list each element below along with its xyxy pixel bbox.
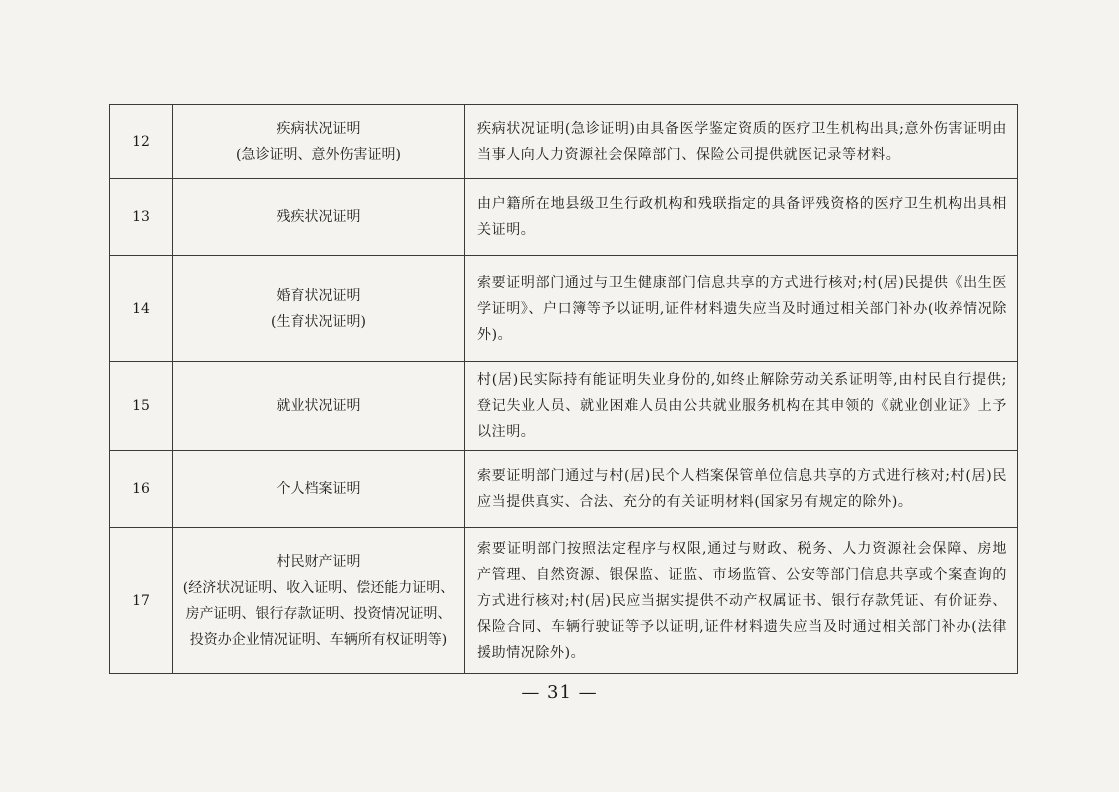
certificate-description: 由户籍所在地县级卫生行政机构和残联指定的具备评残资格的医疗卫生机构出具相关证明。: [465, 179, 1018, 256]
certificate-title: 残疾状况证明: [276, 209, 361, 225]
certificate-subtitle: (急诊证明、意外伤害证明): [236, 146, 401, 163]
certificate-name: [173, 362, 465, 451]
table-row: [110, 362, 1018, 451]
row-number: 12: [110, 105, 173, 179]
table-row: [110, 105, 1018, 179]
certificate-name: [173, 256, 465, 362]
certificate-description: 村(居)民实际持有能证明失业身份的,如终止解除劳动关系证明等,由村民自行提供;登记失业人员、就业困难人员由公共就业服务机构在其申领的《就业创业证》上予以注明。: [465, 362, 1018, 451]
certificate-table: [109, 104, 1018, 674]
row-number: 15: [110, 362, 173, 451]
certificate-name: [173, 179, 465, 256]
certificate-title: 疾病状况证明: [276, 120, 361, 137]
certificate-subtitle: (经济状况证明、收入证明、偿还能力证明、房产证明、银行存款证明、投资情况证明、投资办企业情况证明、车辆所有权证明等): [182, 579, 455, 648]
certificate-title: 村民财产证明: [276, 553, 361, 570]
certificate-name: [173, 528, 465, 674]
certificate-title: 婚育状况证明: [276, 287, 361, 304]
row-number: 17: [110, 528, 173, 674]
certificate-subtitle: (生育状况证明): [271, 313, 366, 330]
certificate-description: 索要证明部门按照法定程序与权限,通过与财政、税务、人力资源社会保障、房地产管理、自然资源、银保监、证监、市场监管、公安等部门信息共享或个案查询的方式进行核对;村(居)民应当据实提供不动产权属证书、银行存款凭证、有价证券、保险合同、车辆行驶证等予以证明,证件材料遗失应当及时通过相关部门补办(法律援助情况除外)。: [465, 528, 1018, 674]
table-row: [110, 451, 1018, 528]
certificate-description: 索要证明部门通过与村(居)民个人档案保管单位信息共享的方式进行核对;村(居)民应当提供真实、合法、充分的有关证明材料(国家另有规定的除外)。: [465, 451, 1018, 528]
certificate-title: 就业状况证明: [276, 398, 361, 414]
row-number: 14: [110, 256, 173, 362]
certificate-description: 疾病状况证明(急诊证明)由具备医学鉴定资质的医疗卫生机构出具;意外伤害证明由当事人向人力资源社会保障部门、保险公司提供就医记录等材料。: [465, 105, 1018, 179]
certificate-name: [173, 105, 465, 179]
table-row: [110, 179, 1018, 256]
certificate-name: [173, 451, 465, 528]
certificate-description: 索要证明部门通过与卫生健康部门信息共享的方式进行核对;村(居)民提供《出生医学证明》、户口簿等予以证明,证件材料遗失应当及时通过相关部门补办(收养情况除外)。: [465, 256, 1018, 362]
page-number: — 31 —: [521, 682, 598, 703]
row-number: 13: [110, 179, 173, 256]
row-number: 16: [110, 451, 173, 528]
table-row: [110, 256, 1018, 362]
table-row: [110, 528, 1018, 674]
certificate-title: 个人档案证明: [276, 481, 361, 497]
